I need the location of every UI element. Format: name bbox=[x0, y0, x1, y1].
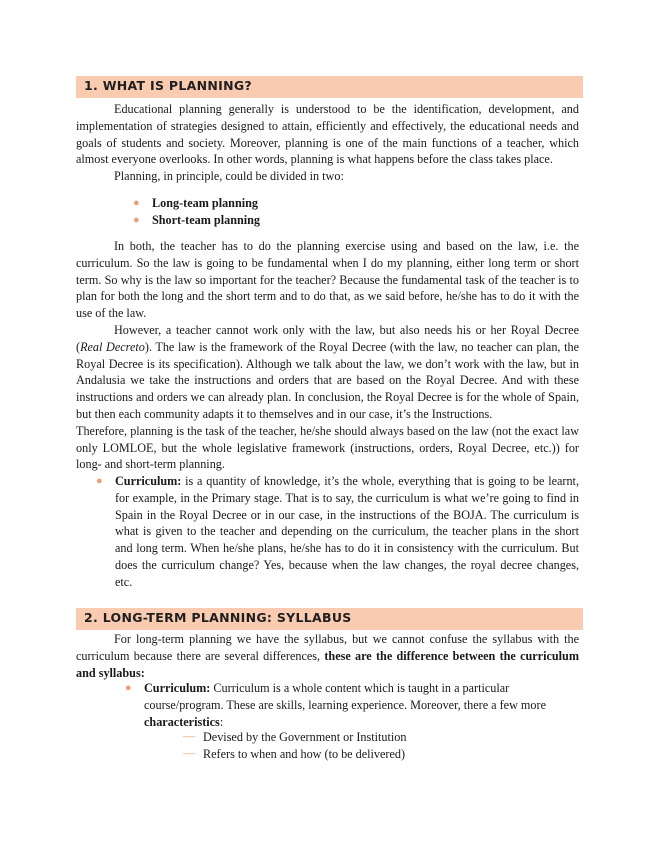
section-1-body bbox=[76, 101, 579, 185]
paragraph: Therefore, planning is the task of the teacher, he/she should always based on the law (not the exact law only LOMLOE, but the whole legislative framework (instructions, orders, Royal Decree, etc.)) for long- and short-term planning. bbox=[76, 423, 579, 472]
sub-list-item-label: Devised by the Government or Institution bbox=[203, 730, 407, 744]
list-item: ● Curriculum: Curriculum is a whole content which is taught in a particular course/program. These are skills, learning experience. Moreover, there a few more characteristics: bbox=[125, 681, 546, 729]
curriculum-definition: ● Curriculum: is a quantity of knowledge, it’s the whole, everything that is going to be learnt, for example, in the Primary stage. That is to say, the curriculum is what we’re going to find in Spain in the Royal Decree or in our case, in the instructions of the BOJA. The curriculum is what is given to the teacher and depending on the curriculum, the teacher plans in the short and long term. When he/she plans, he/she has to do it in consistency with the curriculum. But does the curriculum change? Yes, because when the law changes, the royal decree changes, etc. bbox=[96, 474, 579, 589]
term: Curriculum: bbox=[115, 474, 182, 488]
section-1-heading bbox=[76, 76, 583, 98]
sub-list-item bbox=[183, 729, 407, 746]
dash-icon: — bbox=[183, 746, 196, 760]
list-item-label: Short-team planning bbox=[152, 213, 261, 227]
list-item-label: Long-team planning bbox=[152, 196, 258, 210]
emphasis: Real Decreto bbox=[80, 339, 145, 354]
sub-list-item bbox=[183, 746, 406, 763]
paragraph: For long-term planning we have the syllabus, but we cannot confuse the syllabus with the curriculum because there are several differences, these are the difference between the curriculum and syllabus: bbox=[76, 632, 579, 680]
bullet-icon: ● bbox=[133, 197, 140, 209]
bullet-icon: ● bbox=[125, 682, 132, 694]
bullet-icon: ● bbox=[133, 214, 140, 226]
list-item bbox=[133, 195, 258, 212]
section-1-body-continued bbox=[76, 238, 579, 473]
list-item bbox=[133, 212, 261, 229]
paragraph: Educational planning generally is understood to be the identification, development, and implementation of strategies designed to attain, efficiently and effectively, the educational needs and goals of students and society. Moreover, planning is one of the main functions of a teacher, which almost everyone overlooks. In other words, planning is what happens before the class takes place. bbox=[76, 102, 579, 167]
section-1-title: 1. WHAT IS PLANNING? bbox=[84, 78, 252, 93]
paragraph: Planning, in principle, could be divided in two: bbox=[114, 169, 344, 184]
term: Curriculum: bbox=[144, 681, 211, 695]
sub-list-item-label: Refers to when and how (to be delivered) bbox=[203, 747, 406, 761]
dash-icon: — bbox=[183, 729, 196, 743]
emphasis: these are the difference between the curriculum and syllabus: bbox=[76, 648, 579, 680]
paragraph: In both, the teacher has to do the planning exercise using and based on the law, i.e. the curriculum. So the law is going to be fundamental when I do my planning, either long term or short term. So why is the law so important for the teacher? Because the fundamental task of the teacher is to plan for both the long and the short term and to do that, as we said before, he/she has to do it with the use of the law. bbox=[76, 239, 579, 321]
paragraph: However, a teacher cannot work only with the law, but also needs his or her Royal Decree (Real Decreto). The law is the framework of the Royal Decree (with the law, no teacher can plan, the Royal Decree is its specification). Although we talk about the law, we don’t work with the law, but in Andalusia we take the instructions and orders that are based on the Royal Decree. And with these instructions and orders we can already plan. In conclusion, the Royal Decree is for the whole of Spain, but then each community adapts it to themselves and in our case, it’s the Instructions. bbox=[76, 322, 579, 421]
section-2-title: 2. LONG-TERM PLANNING: SYLLABUS bbox=[84, 610, 352, 625]
bullet-icon: ● bbox=[96, 475, 103, 487]
section-2-heading bbox=[76, 608, 583, 630]
section-2-body bbox=[76, 631, 579, 681]
